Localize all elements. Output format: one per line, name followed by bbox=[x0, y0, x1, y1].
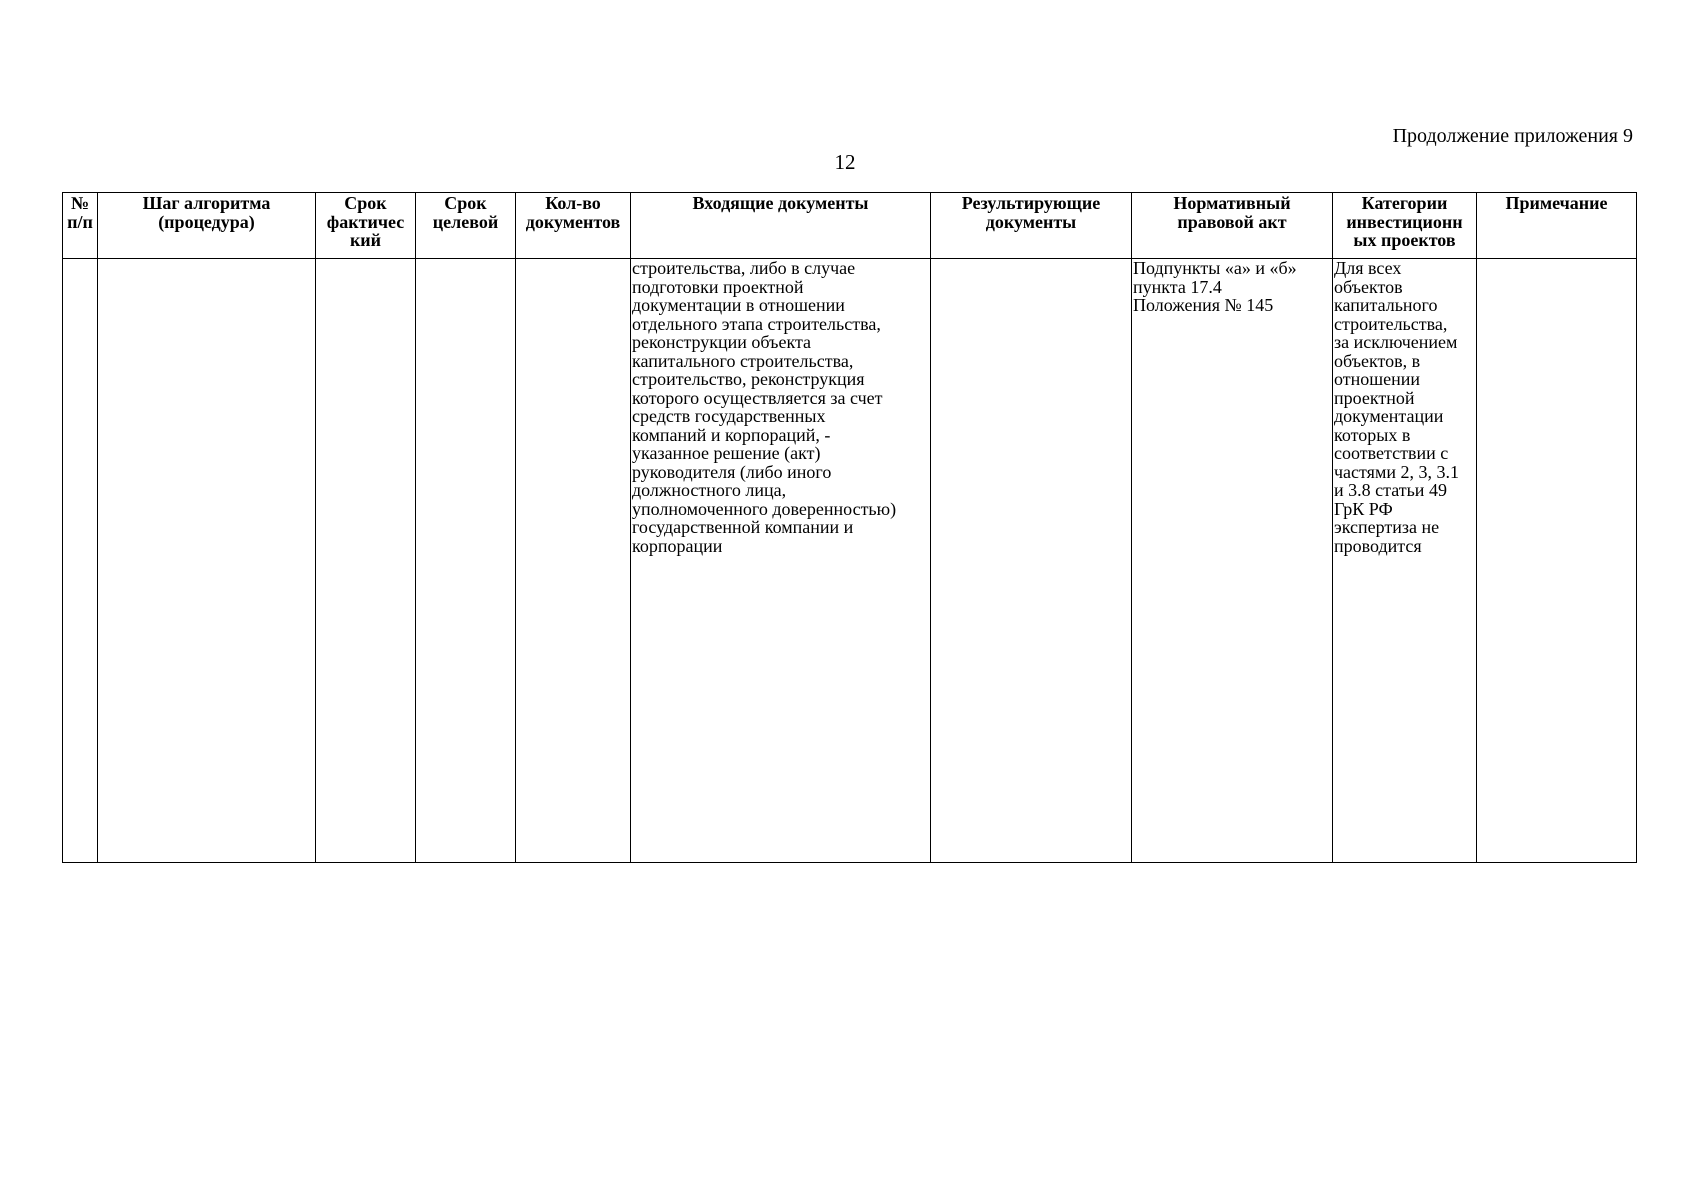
header-legal-act: Нормативный правовой акт bbox=[1132, 193, 1333, 259]
header-categories: Категории инвестиционн ых проектов bbox=[1333, 193, 1477, 259]
header-note: Примечание bbox=[1477, 193, 1637, 259]
header-doc-count: Кол-во документов bbox=[516, 193, 631, 259]
header-step: Шаг алгоритма (процедура) bbox=[98, 193, 316, 259]
cell-number bbox=[63, 259, 98, 863]
cell-resulting-docs bbox=[931, 259, 1132, 863]
cell-step bbox=[98, 259, 316, 863]
appendix-note: Продолжение приложения 9 bbox=[1392, 125, 1633, 147]
cell-doc-count bbox=[516, 259, 631, 863]
cell-term-actual bbox=[316, 259, 416, 863]
cell-note bbox=[1477, 259, 1637, 863]
cell-term-target bbox=[416, 259, 516, 863]
header-term-actual: Срок фактичес кий bbox=[316, 193, 416, 259]
header-resulting-docs: Результирующие документы bbox=[931, 193, 1132, 259]
header-term-target: Срок целевой bbox=[416, 193, 516, 259]
header-incoming-docs: Входящие документы bbox=[631, 193, 931, 259]
table-row bbox=[63, 259, 1637, 863]
cell-incoming-docs: строительства, либо в случае подготовки проектной документации в отношении отдельного этапа строительства, реконструкции объекта капитального строительства, строительство, реконструкция которого осуществляется за счет средств государственных компаний и корпораций, - указанное решение (акт) руководителя (либо иного должностного лица, уполномоченного доверенностью) государственной компании и корпорации bbox=[631, 259, 931, 863]
cell-categories: Для всех объектов капитального строительства, за исключением объектов, в отношении проектной документации которых в соответствии с частями 2, 3, 3.1 и 3.8 статьи 49 ГрК РФ экспертиза не проводится bbox=[1333, 259, 1477, 863]
cell-legal-act: Подпункты «а» и «б» пункта 17.4 Положения № 145 bbox=[1132, 259, 1333, 863]
page-number: 12 bbox=[834, 150, 856, 174]
algorithm-table bbox=[62, 192, 1637, 863]
table-header-row bbox=[63, 193, 1637, 259]
header-number: № п/п bbox=[63, 193, 98, 259]
